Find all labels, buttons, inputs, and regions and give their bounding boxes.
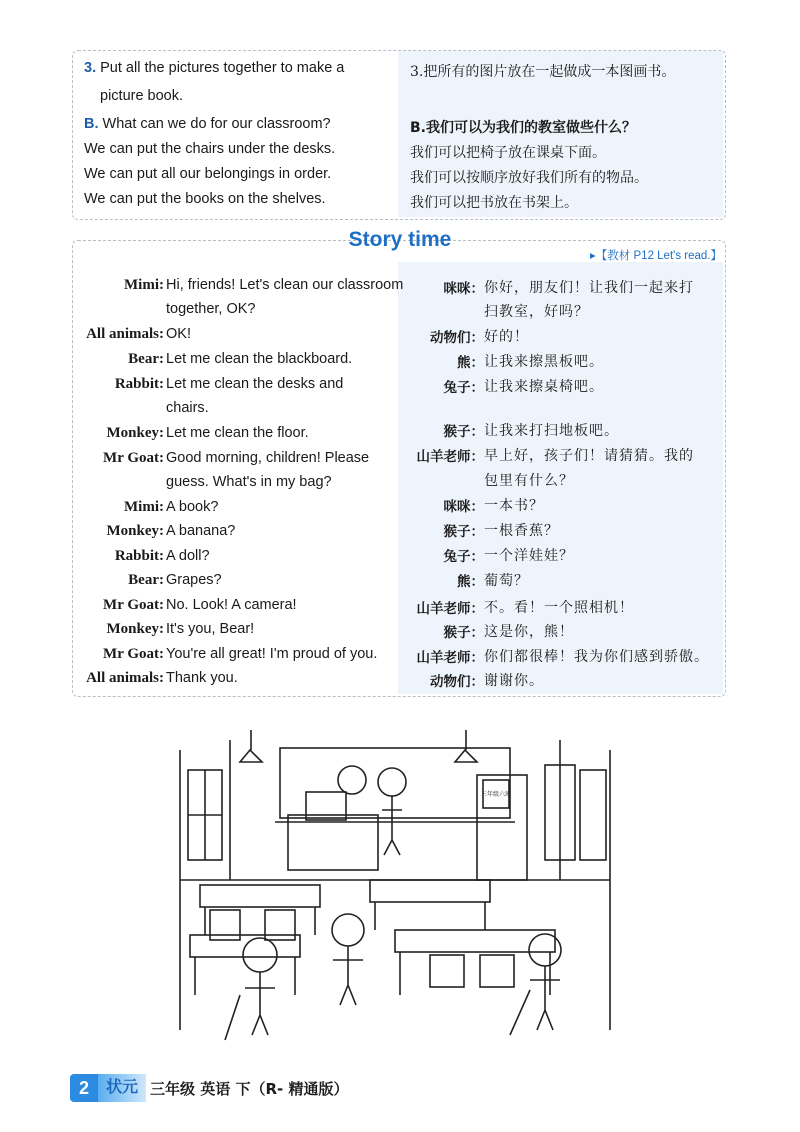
- cn-dialogue-speaker: 兔子：: [443, 549, 484, 565]
- cn-dialogue-line: 谢谢你。: [484, 673, 544, 689]
- cn-dialogue-line: 你好，朋友们！让我们一起来打: [484, 280, 694, 296]
- page-number: 2: [70, 1074, 98, 1102]
- cn-dialogue-line: 让我来打扫地板吧。: [484, 423, 619, 439]
- cn-dialogue-speaker: 山羊老师：: [416, 601, 484, 617]
- cn-dialogue-line: 扫教室，好吗？: [484, 304, 589, 320]
- cn-line-2: B.我们可以为我们的教室做些什么？: [410, 120, 636, 136]
- dialogue-line: chairs.: [166, 400, 209, 416]
- cn-dialogue-line: 一本书？: [484, 498, 544, 514]
- cn-line-3: 我们可以把椅子放在课桌下面。: [410, 145, 606, 161]
- dialogue-speaker: Monkey:: [106, 523, 164, 539]
- cn-dialogue-speaker: 熊：: [457, 574, 484, 590]
- dialogue-line: Grapes?: [166, 572, 222, 588]
- cn-dialogue-speaker: 猴子：: [443, 524, 484, 540]
- cn-dialogue-speaker: 猴子：: [443, 625, 484, 641]
- cn-dialogue-speaker: 猴子：: [443, 424, 484, 440]
- footer-book-title: 三年级 英语 下（R- 精通版）: [150, 1080, 349, 1098]
- dialogue-speaker: All animals:: [86, 670, 164, 686]
- cn-dialogue-speaker: 熊：: [457, 355, 484, 371]
- en-line-1: 3. Put all the pictures together to make a: [84, 60, 345, 76]
- dialogue-line: Hi, friends! Let's clean our classroom: [166, 277, 404, 293]
- dialogue-line: A doll?: [166, 548, 210, 564]
- cn-dialogue-speaker: 兔子：: [443, 380, 484, 396]
- cn-dialogue-line: 你们都很棒！我为你们感到骄傲。: [484, 649, 709, 665]
- dialogue-speaker: Rabbit:: [114, 376, 164, 392]
- dialogue-line: Let me clean the blackboard.: [166, 351, 353, 367]
- dialogue-line: You're all great! I'm proud of you.: [166, 646, 378, 662]
- cn-dialogue-line: 早上好，孩子们！请猜猜。我的: [484, 448, 694, 464]
- dialogue-line: It's you, Bear!: [166, 621, 255, 637]
- dialogue-speaker: Mr Goat:: [103, 646, 164, 662]
- cn-dialogue-line: 一个洋娃娃？: [484, 548, 574, 564]
- dialogue-line: guess. What's in my bag?: [166, 474, 332, 490]
- cn-dialogue-speaker: 咪咪：: [443, 281, 484, 297]
- dialogue-line: No. Look! A camera!: [166, 597, 297, 613]
- dialogue-speaker: Monkey:: [106, 621, 164, 637]
- en-line-5: We can put all our belongings in order.: [84, 166, 332, 182]
- cn-dialogue-line: 一根香蕉？: [484, 523, 559, 539]
- en-line-6: We can put the books on the shelves.: [84, 191, 326, 207]
- blackboard: [280, 748, 510, 818]
- cn-dialogue-line: 不。看！一个照相机！: [484, 600, 634, 616]
- dialogue-speaker: Bear:: [128, 572, 164, 588]
- dialogue-line: OK!: [166, 326, 191, 342]
- cn-line-5: 我们可以把书放在书架上。: [410, 195, 578, 211]
- cn-dialogue-speaker: 山羊老师：: [416, 449, 484, 465]
- en-line-2: picture book.: [100, 88, 184, 104]
- story-title: Story time: [348, 228, 452, 251]
- dialogue-line: Good morning, children! Please: [166, 450, 370, 466]
- cn-dialogue-speaker: 动物们：: [430, 674, 484, 690]
- en-line-3: B. What can we do for our classroom?: [84, 116, 331, 132]
- cn-dialogue-line: 让我来擦黑板吧。: [484, 354, 604, 370]
- dialogue-speaker: Bear:: [128, 351, 164, 367]
- dialogue-line: Let me clean the desks and: [166, 376, 344, 392]
- cn-dialogue-line: 这是你，熊！: [484, 624, 574, 640]
- dialogue-line: Let me clean the floor.: [166, 425, 309, 441]
- cn-dialogue-line: 葡萄？: [484, 573, 529, 589]
- dialogue-speaker: Rabbit:: [114, 548, 164, 564]
- dialogue-line: A banana?: [166, 523, 236, 539]
- textbook-reference: ▸【教材 P12 Let's read.】: [590, 250, 722, 262]
- dialogue-speaker: Mr Goat:: [103, 597, 164, 613]
- cn-line-4: 我们可以按顺序放好我们所有的物品。: [410, 170, 648, 186]
- dialogue-line: A book?: [166, 499, 219, 515]
- class-sign-text: 三年级六班: [480, 791, 512, 798]
- dialogue-speaker: All animals:: [86, 326, 164, 342]
- cn-dialogue-line: 好的！: [484, 329, 529, 345]
- cn-dialogue-line: 让我来擦桌椅吧。: [484, 379, 604, 395]
- dialogue-speaker: Mimi:: [124, 277, 164, 293]
- dialogue-speaker: Mr Goat:: [103, 450, 164, 466]
- dialogue-speaker: Monkey:: [106, 425, 164, 441]
- dialogue-line: together, OK?: [166, 301, 256, 317]
- cn-line-1: 3.把所有的图片放在一起做成一本图画书。: [410, 64, 676, 80]
- brand-logo: 状元: [98, 1074, 146, 1102]
- dialogue-line: Thank you.: [166, 670, 238, 686]
- en-line-4: We can put the chairs under the desks.: [84, 141, 336, 157]
- classroom-illustration: [170, 730, 620, 1060]
- dialogue-speaker: Mimi:: [124, 499, 164, 515]
- cn-dialogue-speaker: 咪咪：: [443, 499, 484, 515]
- cn-dialogue-speaker: 动物们：: [430, 330, 484, 346]
- cn-dialogue-speaker: 山羊老师：: [416, 650, 484, 666]
- cn-dialogue-line: 包里有什么？: [484, 473, 574, 489]
